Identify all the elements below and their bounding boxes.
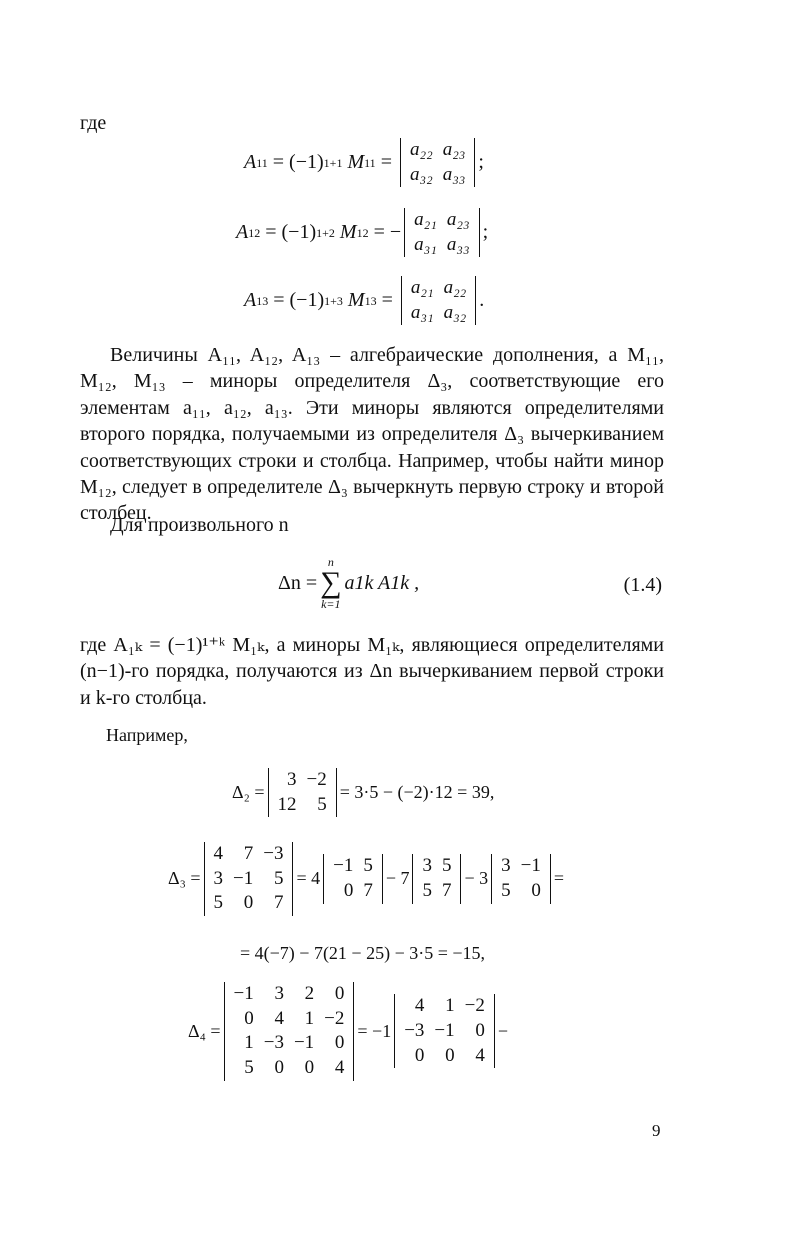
a12-sign: −	[389, 221, 402, 244]
matrix-cell: a₃₃	[446, 233, 470, 255]
equation-a12: A 12 = (−1) 1+2 M 12 = − a₂₁ a₂₃ a₃₁ a₃₃ ;	[236, 208, 488, 257]
matrix-cell: 5	[363, 855, 373, 877]
formula-lhs: Δn =	[278, 571, 318, 594]
matrix-cell: 5	[213, 892, 224, 914]
equation-number: (1.4)	[623, 574, 662, 596]
example-delta4	[188, 982, 508, 1081]
delta3-coef2: − 7	[385, 868, 410, 889]
a11-determinant	[400, 138, 475, 187]
delta2-rhs: = 3·5 − (−2)·12 = 39,	[339, 781, 495, 802]
a11-end: ;	[478, 151, 484, 174]
matrix-cell: 7	[441, 880, 452, 902]
matrix-cell: a₃₂	[409, 163, 433, 185]
a13-minor: M	[347, 289, 365, 312]
a12-end: ;	[482, 221, 489, 244]
matrix-cell: 5	[244, 1057, 254, 1079]
delta3-end: =	[553, 868, 565, 889]
delta2-lhs: Δ₂ =	[232, 781, 265, 802]
paragraph-minors-text: где A₁ₖ = (−1)¹⁺ᵏ M₁ₖ, а миноры M₁ₖ, являющиеся определителями (n−1)-го порядка, получаются из Δn вычеркиванием первой строки и k-го столбца.	[80, 634, 664, 709]
example-label	[106, 724, 690, 748]
matrix-cell: 0	[304, 1057, 315, 1079]
a12-minor: M	[339, 221, 357, 244]
a11-minor: M	[347, 151, 365, 174]
sum-upper-limit: n	[327, 555, 334, 569]
delta3-continuation: = 4(−7) − 7(21 − 25) − 3·5 = −15,	[240, 943, 486, 963]
delta4-end: −	[497, 1020, 509, 1041]
equation-a11: A 11 = (−1) 1+1 M 11 = a₂₂ a₂₃ a₃₂ a₃₃ ;	[244, 138, 484, 187]
matrix-cell: −1	[233, 867, 254, 889]
intro-word: где	[80, 112, 107, 134]
delta2-determinant	[268, 768, 337, 817]
matrix-cell: a₃₁	[414, 233, 437, 255]
a13-determinant	[401, 276, 476, 325]
matrix-cell: a₂₂	[409, 139, 433, 160]
matrix-cell: −1	[233, 983, 254, 1004]
delta3-minor1	[323, 854, 383, 903]
matrix-cell: a₂₃	[446, 209, 470, 230]
matrix-cell: 5	[273, 867, 284, 889]
matrix-cell: 7	[243, 843, 254, 864]
matrix-cell: 3	[501, 855, 511, 877]
matrix-cell: 0	[445, 1044, 455, 1066]
delta3-minor2	[412, 854, 461, 903]
delta3-determinant	[204, 842, 294, 916]
example-label-text: Например,	[106, 725, 188, 745]
matrix-cell: −3	[263, 1032, 284, 1054]
matrix-cell: −3	[263, 843, 284, 864]
matrix-cell: −1	[293, 1032, 315, 1054]
matrix-cell: 3	[274, 983, 284, 1004]
matrix-cell: a₂₃	[442, 139, 466, 160]
matrix-cell: −1	[434, 1020, 455, 1042]
equation-a13: A 13 = (−1) 1+3 M 13 = a₂₁ a₂₂ a₃₁ a₃₂ .	[244, 276, 484, 325]
matrix-cell: 4	[334, 1057, 345, 1079]
sum-lower-limit: k=1	[321, 597, 341, 611]
delta3-coef1: = 4	[296, 868, 321, 889]
matrix-cell: 5	[441, 855, 452, 877]
example-delta2	[232, 768, 494, 817]
matrix-cell: 0	[475, 1020, 485, 1042]
matrix-cell: 4	[414, 995, 425, 1017]
a12-lhs: A	[236, 221, 249, 244]
matrix-cell: 4	[274, 1007, 284, 1029]
delta3-lhs: Δ₃ =	[168, 868, 201, 889]
matrix-cell: 1	[304, 1007, 315, 1029]
matrix-cell: −1	[333, 855, 354, 877]
paragraph-arbitrary-n	[80, 512, 664, 538]
matrix-cell: a₂₂	[443, 277, 467, 298]
matrix-cell: −3	[404, 1020, 425, 1042]
matrix-cell: 4	[475, 1044, 485, 1066]
matrix-cell: 3	[287, 769, 297, 790]
paragraph-arbitrary-n-text: Для произвольного n	[110, 514, 289, 536]
matrix-cell: −2	[324, 1007, 345, 1029]
matrix-cell: 0	[531, 880, 541, 902]
a11-lhs: A	[244, 151, 257, 174]
a13-end: .	[479, 289, 485, 312]
matrix-cell: a₃₃	[442, 163, 466, 185]
matrix-cell: 2	[304, 983, 315, 1004]
matrix-cell: 5	[501, 880, 511, 902]
matrix-cell: a₃₁	[410, 301, 434, 323]
matrix-cell: 0	[274, 1057, 284, 1079]
matrix-cell: 1	[244, 1032, 254, 1054]
matrix-cell: 1	[445, 995, 455, 1017]
example-delta3	[168, 842, 564, 916]
paragraph-minors	[80, 632, 664, 711]
a12-determinant	[404, 208, 479, 257]
matrix-cell: 3	[213, 867, 224, 889]
matrix-cell: −2	[306, 769, 327, 790]
paragraph-cofactors	[80, 342, 664, 527]
delta4-determinant	[224, 982, 355, 1081]
matrix-cell: a₂₁	[410, 277, 434, 298]
sum-symbol: n ∑ k=1	[320, 555, 342, 611]
delta3-coef3: − 3	[464, 868, 489, 889]
matrix-cell: 0	[334, 1032, 345, 1054]
delta4-minor1	[394, 994, 495, 1068]
matrix-cell: 0	[243, 892, 254, 914]
a13-lhs: A	[244, 289, 257, 312]
matrix-cell: 0	[334, 983, 345, 1004]
matrix-cell: 4	[213, 843, 224, 864]
matrix-cell: −2	[464, 995, 485, 1017]
matrix-cell: 12	[277, 793, 297, 815]
matrix-cell: 0	[343, 880, 354, 902]
matrix-cell: 0	[244, 1007, 254, 1029]
matrix-cell: 7	[363, 880, 373, 902]
paragraph-cofactors-text: Величины A₁₁, A₁₂, A₁₃ – алгебраические дополнения, а M₁₁, M₁₂, M₁₃ – миноры определителя Δ₃, соответствующие его элементам a₁₁, a₁₂, a₁₃. Эти миноры являются определителями второго порядка, получаемыми из определителя Δ₃ вычеркиванием соответствующих строки и столбца. Например, чтобы найти минор M₁₂, следует в определителе Δ₃ вычеркнуть первую строку и второй столбец.	[80, 344, 664, 525]
formula-1-4	[278, 556, 419, 610]
matrix-cell: 3	[422, 855, 432, 877]
formula-body: a1k A1k ,	[344, 571, 420, 594]
delta4-lhs: Δ₄ =	[188, 1020, 221, 1041]
matrix-cell: 0	[414, 1044, 425, 1066]
matrix-cell: a₂₁	[414, 209, 437, 230]
matrix-cell: 5	[317, 793, 327, 815]
delta4-coef1: = −1	[357, 1020, 392, 1041]
matrix-cell: −1	[520, 855, 541, 877]
matrix-cell: 5	[422, 880, 432, 902]
matrix-cell: a₃₂	[443, 301, 467, 323]
matrix-cell: 7	[273, 892, 284, 914]
page-number: 9	[652, 1121, 661, 1140]
delta3-minor3	[491, 854, 551, 903]
